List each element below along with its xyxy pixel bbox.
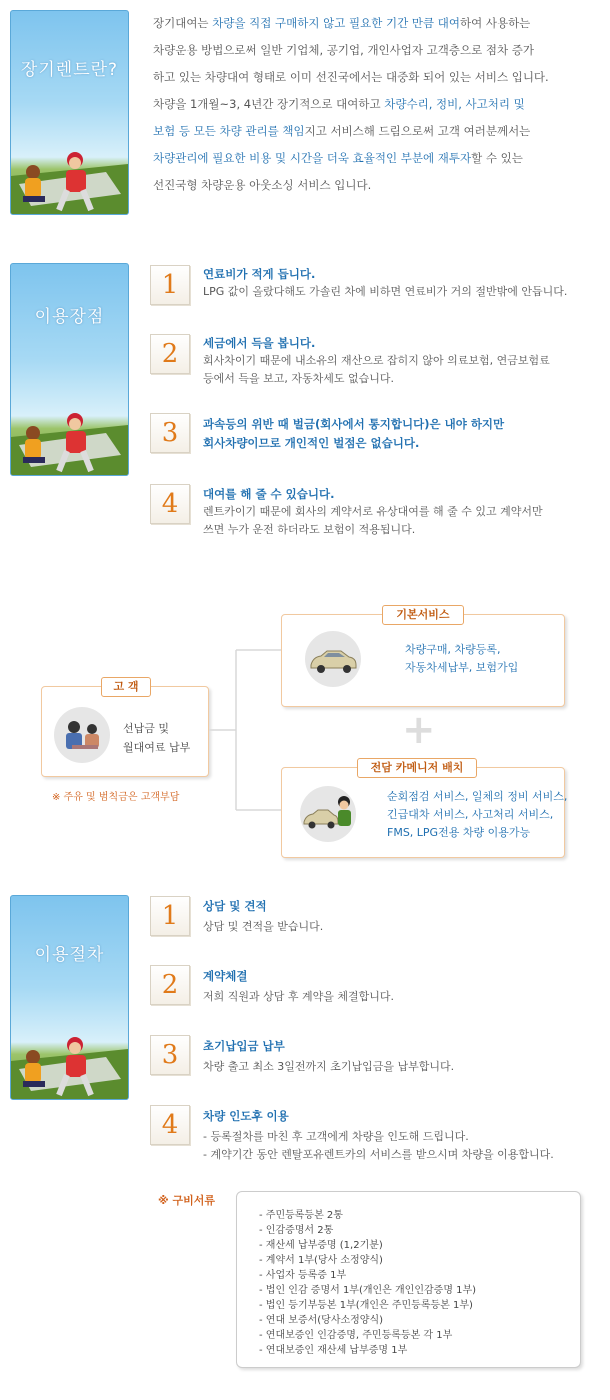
advantage-title: 연료비가 적게 듭니다. [203,267,316,281]
document-item: - 법인 등기부등본 1부(개인은 주민등록등본 1부) [259,1300,473,1311]
side-panel-procedure [10,895,129,1100]
desc-line: - 등록절차를 마친 후 고객에게 차량을 인도해 드립니다. [203,1130,469,1143]
service-line: 자동차세납부, 보험가입 [405,661,519,674]
customer-text [123,719,190,757]
customer-tag: 고 객 [101,677,151,697]
document-item: - 계약서 1부(당사 소정양식) [259,1255,383,1266]
desc-line: 회사차이기 때문에 내소유의 재산으로 잡히지 않아 의료보험, 연금보험료 [203,354,550,367]
number-badge: 1 [150,265,190,305]
intro-text-segment: 장기대여는 [153,16,213,30]
number-badge: 4 [150,484,190,524]
documents-list [237,1192,580,1358]
highlight-text: 보험 등 모든 차량 관리를 책임 [153,124,305,138]
number-badge: 1 [150,896,190,936]
desc-line: 등에서 득을 보고, 자동차세도 없습니다. [203,372,394,385]
service-line: FMS, LPG전용 차량 이용가능 [387,826,531,839]
intro-text-segment: 하여 사용하는 [459,16,531,30]
step-desc: 차량 출고 최소 3일전까지 초기납입금을 납부합니다. [203,1060,455,1073]
title-line: 과속등의 위반 때 벌금(회사에서 통지합니다)은 내야 하지만 [203,417,505,431]
highlight-text: 차량수리, 정비, 사고처리 및 [384,97,525,111]
manager-text [387,788,567,842]
desc-line: - 계약기간 동안 렌탈포유렌트카의 서비스를 받으시며 차량을 이용합니다. [203,1148,554,1161]
document-item: - 연대보증인 재산세 납부증명 1부 [259,1345,408,1356]
manager-icon-circle [300,786,356,842]
advantage-title: 대여를 해 줄 수 있습니다. [203,487,335,501]
step-desc [203,1128,554,1164]
customer-note: ※ 주유 및 범칙금은 고객부담 [52,792,180,803]
car-manager-icon [300,786,356,842]
advantage-title: 세금에서 득을 봅니다. [203,336,316,350]
basic-service-tag: 기본서비스 [382,605,464,625]
number-badge: 4 [150,1105,190,1145]
step-title: 계약체결 [203,969,248,983]
intro-text-segment: 할 수 있는 [471,151,523,165]
customer-icon-circle [54,707,110,763]
document-item: - 재산세 납부증명 (1,2기분) [259,1240,383,1251]
document-item: - 주민등록등본 2통 [259,1210,343,1221]
document-item: - 사업자 등록증 1부 [259,1270,347,1281]
panel-title: 이용절차 [34,945,105,965]
customer-line: 선납금 및 [123,722,170,735]
service-line: 차량구매, 차량등록, [405,643,501,656]
title-line: 회사차량이므로 개인적인 벌점은 없습니다. [203,436,420,450]
basic-service-text [405,641,518,677]
desc-line: 렌트카이기 때문에 회사의 계약서로 유상대여를 해 줄 수 있고 계약서만 [203,505,543,518]
customer-line: 월대여료 납부 [123,741,191,754]
highlight-text: 차량을 직접 구매하지 않고 필요한 기간 만큼 대여 [212,16,460,30]
step-desc: 저희 직원과 상담 후 계약을 체결합니다. [203,990,394,1003]
desc-line: 쓰면 누가 운전 하더라도 보험이 적용됩니다. [203,523,416,536]
step-desc: 상담 및 견적을 받습니다. [203,920,324,933]
manager-tag: 전담 카메니저 배치 [357,758,477,778]
document-item: - 인감증명서 2통 [259,1225,334,1236]
required-documents-box [236,1191,581,1368]
service-line: 긴급대차 서비스, 사고처리 서비스, [387,808,554,821]
step-title: 초기납입금 납부 [203,1039,285,1053]
intro-text-segment: 하고 있는 차량대여 형태로 이미 선진국에서는 대중화 되어 있는 서비스 입니다. [153,70,549,84]
car-icon [305,631,361,687]
document-item: - 연대 보증서(당사소정양식) [259,1315,384,1326]
advantage-desc: LPG 값이 올랐다해도 가솔린 차에 비하면 연료비가 거의 절반밖에 안듭니다. [203,285,568,298]
plus-icon: + [402,707,436,753]
number-badge: 3 [150,413,190,453]
number-badge: 2 [150,334,190,374]
document-item: - 연대보증인 인감증명, 주민등록등본 각 1부 [259,1330,453,1341]
counseling-icon [54,707,110,763]
car-icon-circle [305,631,361,687]
highlight-text: 차량관리에 필요한 비용 및 시간을 더욱 효율적인 부분에 재투자 [153,151,472,165]
number-badge: 3 [150,1035,190,1075]
intro-text-segment: 차량을 1개월~3, 4년간 장기적으로 대여하고 [153,97,385,111]
intro-text-segment: 지고 서비스해 드림으로써 고객 여러분께서는 [304,124,531,138]
intro-text-segment: 선진국형 차량운용 아웃소싱 서비스 입니다. [153,178,372,192]
panel-title: 장기렌트란? [20,60,119,80]
couple-illustration [11,999,128,1099]
service-line: 순회점검 서비스, 일체의 정비 서비스, [387,790,568,803]
document-item: - 법인 인감 증명서 1부(개인은 개인인감증명 1부) [259,1285,477,1296]
step-title: 상담 및 견적 [203,899,267,913]
number-badge: 2 [150,965,190,1005]
docs-label: ※ 구비서류 [158,1194,216,1207]
panel-title: 이용장점 [34,307,105,327]
intro-text-segment: 차량운용 방법으로써 일반 기업체, 공기업, 개인사업자 고객층으로 점차 증가 [153,43,534,57]
step-title: 차량 인도후 이용 [203,1109,289,1123]
